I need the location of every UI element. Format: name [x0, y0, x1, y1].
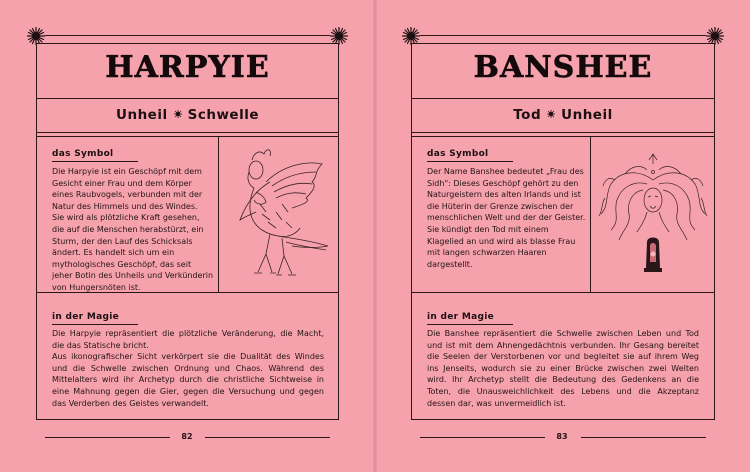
page-number: 82 [181, 432, 193, 441]
magic-heading: in der Magie [52, 312, 138, 325]
magic-text: Die Harpyie repräsentiert die plötzliche Veränderung, die Macht, die das Statische bricht. Aus ikonografischer Sicht verkörpert sie die Dualität des Windes und die Schwelle zwischen Ordnung und Chaos. Während des Mittelalters wird ihr Archetyp durch die christliche Sichtweise in eine Mahnung gegen die Gier, gegen die Versuchung und gegen das Verderben des Geistes verwandelt. [52, 329, 324, 408]
keyword-a: Unheil [116, 107, 168, 123]
keywords [36, 107, 339, 123]
divider [411, 292, 715, 293]
divider [36, 136, 339, 137]
page-number: 83 [556, 432, 568, 441]
divider [36, 132, 339, 133]
magic-text: Die Banshee repräsentiert die Schwelle zwischen Leben und Tod und ist mit dem Ahnengedächtnis verbunden. Ihr Gesang bereitet die Seelen der Verstorbenen vor und begleitet sie auf ihrem Weg ins Jenseits, wodurch sie zu einer Brücke zwischen zwei Welten wird. Ihr Archetyp stellt die Bedeutung des Gedenkens an die Toten, die Unausweichlichkeit des Lebens und die Akzeptanz dessen dar, was unvermeidlich ist. [427, 329, 699, 408]
divider [411, 98, 715, 99]
bottom-rule [581, 437, 706, 438]
symbol-text: Der Name Banshee bedeutet „Frau des Sidh": Dieses Geschöpf gehört zu den Naturgeistern des alten Irlands und ist die Hüterin der Grenze zwischen der menschlichen Welt und der der Geister. Sie kündigt den Tod mit einem Klagelied an und wird als blasse Frau mit langen schwarzen Haaren dargestellt. [427, 167, 586, 269]
divider [411, 136, 715, 137]
right-page [377, 0, 750, 472]
keyword-a: Tod [513, 107, 542, 123]
bottom-rule [420, 437, 545, 438]
star-dot-icon [174, 110, 182, 118]
symbol-heading: das Symbol [427, 149, 513, 162]
divider [411, 132, 715, 133]
magic-heading: in der Magie [427, 312, 513, 325]
left-page [0, 0, 373, 472]
keywords [411, 107, 715, 123]
page-title: HARPYIE [105, 50, 270, 85]
symbol-heading: das Symbol [52, 149, 138, 162]
keyword-b: Unheil [561, 107, 613, 123]
symbol-text: Die Harpyie ist ein Geschöpf mit dem Gesicht einer Frau und dem Körper eines Raubvogels, verbunden mit der Natur des Himmels und des Windes. Sie wird als plötzliche Kraft gesehen, die auf die Menschen herabstürzt, ein Sturm, der den Lauf des Schicksals ändert. Es handelt sich um ein mythologisches Geschöpf, das seit jeher Botin des Unheils und Verkünderin von Hungersnöten ist. [52, 167, 214, 292]
page-title: BANSHEE [473, 50, 653, 85]
banshee-illustration [597, 150, 709, 278]
bottom-rule [45, 437, 170, 438]
harpy-illustration [226, 142, 332, 284]
top-rule [420, 35, 706, 36]
column-divider [218, 136, 219, 292]
column-divider [590, 136, 591, 292]
star-dot-icon [547, 110, 555, 118]
top-rule [45, 35, 330, 36]
bottom-rule [205, 437, 330, 438]
divider [36, 98, 339, 99]
keyword-b: Schwelle [187, 107, 259, 123]
